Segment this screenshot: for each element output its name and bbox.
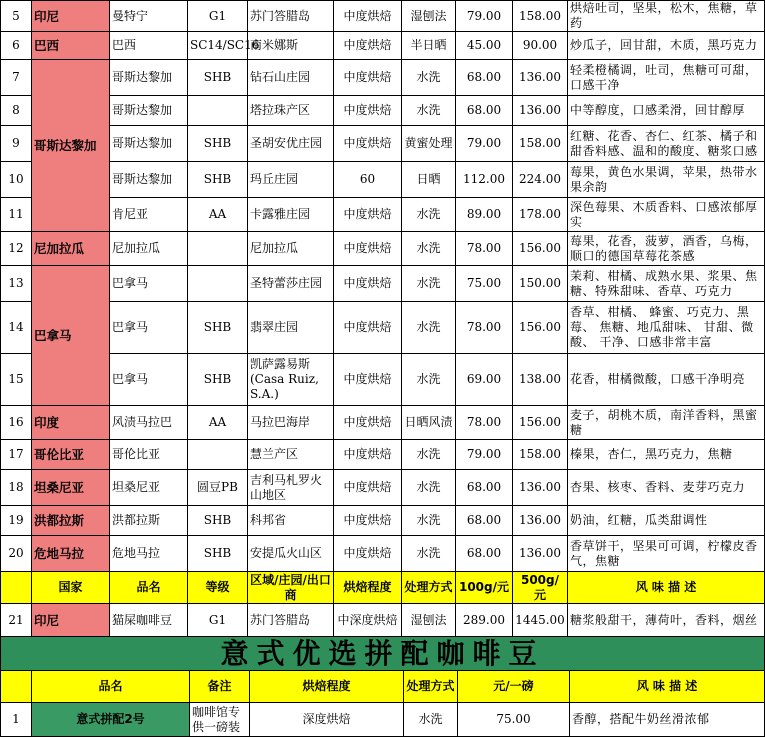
process-method: 水洗	[402, 506, 456, 536]
table-row	[1, 604, 765, 638]
header-process: 处理方式	[404, 671, 458, 703]
roast-level: 中度烘焙	[334, 506, 402, 536]
grade: SHB	[188, 506, 248, 536]
price-100g: 68.00	[456, 506, 513, 536]
country: 印度	[32, 406, 110, 440]
italian-blend-table	[0, 636, 765, 737]
country: 哥伦比亚	[32, 440, 110, 470]
italian-row-price: 75.00	[458, 703, 570, 737]
header-price-500g: 500g/元	[513, 572, 568, 604]
grade	[188, 266, 248, 302]
process-method: 半日晒	[402, 32, 456, 60]
price-100g: 112.00	[456, 162, 513, 198]
region: 苏门答腊岛	[248, 604, 334, 638]
table-row	[1, 470, 765, 506]
price-100g: 78.00	[456, 302, 513, 354]
roast-level: 中度烘焙	[334, 1, 402, 32]
price-100g: 69.00	[456, 354, 513, 406]
bean-name: 猫屎咖啡豆	[110, 604, 188, 638]
table-row	[1, 354, 765, 406]
flavor-notes: 茉莉、柑橘、成熟水果、浆果、焦糖、特殊甜味、香草、巧克力	[568, 266, 765, 302]
italian-section-title: 意式优选拼配咖啡豆	[1, 637, 765, 671]
bean-name: 洪都拉斯	[110, 506, 188, 536]
table-row	[1, 198, 765, 232]
region: 南米娜斯	[248, 32, 334, 60]
price-100g: 79.00	[456, 126, 513, 162]
roast-level: 中度烘焙	[334, 406, 402, 440]
region: 圣特蕾莎庄园	[248, 266, 334, 302]
row-number: 16	[1, 406, 32, 440]
country: 印尼	[32, 1, 110, 32]
process-method: 水洗	[402, 440, 456, 470]
process-method: 水洗	[402, 354, 456, 406]
row-number: 11	[1, 198, 32, 232]
region: 慧兰产区	[248, 440, 334, 470]
header-country: 国家	[32, 572, 110, 604]
roast-level: 中度烘焙	[334, 126, 402, 162]
table-row	[1, 60, 765, 96]
roast-level: 中深度烘焙	[334, 604, 402, 638]
header-grade: 等级	[188, 572, 248, 604]
row-number: 9	[1, 126, 32, 162]
region: 马拉巴海岸	[248, 406, 334, 440]
header-note: 备注	[190, 671, 250, 703]
price-500g: 158.00	[513, 126, 568, 162]
region: 圣胡安优庄园	[248, 126, 334, 162]
header-name: 品名	[110, 572, 188, 604]
price-500g: 136.00	[513, 96, 568, 126]
price-500g: 158.00	[513, 440, 568, 470]
grade: 圆豆PB	[188, 470, 248, 506]
bean-name: 危地马拉	[110, 536, 188, 572]
bean-name: 哥斯达黎加	[110, 60, 188, 96]
row-number: 17	[1, 440, 32, 470]
region: 科邦省	[248, 506, 334, 536]
price-500g: 136.00	[513, 470, 568, 506]
process-method: 日晒	[402, 162, 456, 198]
grade: G1	[188, 604, 248, 638]
process-method: 黄蜜处理	[402, 126, 456, 162]
price-100g: 68.00	[456, 60, 513, 96]
table-row	[1, 536, 765, 572]
grade	[188, 440, 248, 470]
flavor-notes: 花香，柑橘微酸，口感干净明亮	[568, 354, 765, 406]
row-number: 6	[1, 32, 32, 60]
table-row	[1, 126, 765, 162]
flavor-notes: 糖浆般甜干，薄荷叶，香料，烟丝	[568, 604, 765, 638]
header-flavor: 风 味 描 述	[568, 572, 765, 604]
country: 危地马拉	[32, 536, 110, 572]
row-number: 19	[1, 506, 32, 536]
grade: AA	[188, 198, 248, 232]
region: 钻石山庄园	[248, 60, 334, 96]
flavor-notes: 烘焙吐司，坚果，松木，焦糖，草药	[568, 1, 765, 32]
header-no	[1, 572, 32, 604]
roast-level: 60	[334, 162, 402, 198]
bean-name: 哥伦比亚	[110, 440, 188, 470]
price-500g: 158.00	[513, 1, 568, 32]
flavor-notes: 香草、柑橘、 蜂蜜、巧克力、黑莓、 焦糖、地瓜甜味、 甘甜、微酸、 干净、口感非常丰富	[568, 302, 765, 354]
price-500g: 150.00	[513, 266, 568, 302]
price-500g: 178.00	[513, 198, 568, 232]
header-name: 品名	[32, 671, 190, 703]
process-method: 水洗	[402, 266, 456, 302]
row-number: 12	[1, 232, 32, 266]
roast-level: 中度烘焙	[334, 96, 402, 126]
flavor-notes: 奶油，红糖，瓜类甜调性	[568, 506, 765, 536]
column-header-row	[1, 572, 765, 604]
process-method: 湿刨法	[402, 1, 456, 32]
price-500g: 138.00	[513, 354, 568, 406]
process-method: 水洗	[402, 232, 456, 266]
grade: AA	[188, 406, 248, 440]
bean-name: 肯尼亚	[110, 198, 188, 232]
price-500g: 156.00	[513, 232, 568, 266]
price-100g: 78.00	[456, 232, 513, 266]
process-method: 日晒风渍	[402, 406, 456, 440]
region: 吉利马札罗火山地区	[248, 470, 334, 506]
italian-title-band	[1, 637, 765, 671]
bean-name: 尼加拉瓜	[110, 232, 188, 266]
price-100g: 68.00	[456, 96, 513, 126]
flavor-notes: 深色莓果、木质香料、口感浓郁厚实	[568, 198, 765, 232]
region: 安提瓜火山区	[248, 536, 334, 572]
flavor-notes: 麦子，胡桃木质，南洋香料，黑蜜糖	[568, 406, 765, 440]
price-100g: 68.00	[456, 470, 513, 506]
country-group: 巴拿马	[32, 266, 110, 406]
table-row	[1, 1, 765, 32]
italian-row-process: 水洗	[404, 703, 458, 737]
grade	[188, 232, 248, 266]
header-no	[1, 671, 32, 703]
flavor-notes: 中等醇度，口感柔滑，回甘醇厚	[568, 96, 765, 126]
process-method: 水洗	[402, 470, 456, 506]
region: 卡露雅庄园	[248, 198, 334, 232]
country: 印尼	[32, 604, 110, 638]
header-region: 区域/庄园/出口商	[248, 572, 334, 604]
country: 坦桑尼亚	[32, 470, 110, 506]
price-100g: 78.00	[456, 406, 513, 440]
roast-level: 中度烘焙	[334, 198, 402, 232]
bean-name: 坦桑尼亚	[110, 470, 188, 506]
process-method: 湿刨法	[402, 604, 456, 638]
process-method: 水洗	[402, 302, 456, 354]
price-500g: 90.00	[513, 32, 568, 60]
header-roast: 烘焙程度	[250, 671, 404, 703]
price-500g: 136.00	[513, 536, 568, 572]
row-number: 14	[1, 302, 32, 354]
process-method: 水洗	[402, 96, 456, 126]
price-500g: 156.00	[513, 406, 568, 440]
grade: SHB	[188, 354, 248, 406]
table-row	[1, 406, 765, 440]
bean-name: 风渍马拉巴	[110, 406, 188, 440]
roast-level: 中度烘焙	[334, 266, 402, 302]
roast-level: 中度烘焙	[334, 536, 402, 572]
price-500g: 136.00	[513, 506, 568, 536]
italian-header-row	[1, 671, 765, 703]
row-number: 21	[1, 604, 32, 638]
region: 凯萨露易斯(Casa Ruiz, S.A.)	[248, 354, 334, 406]
region: 苏门答腊岛	[248, 1, 334, 32]
bean-name: 哥斯达黎加	[110, 96, 188, 126]
price-100g: 89.00	[456, 198, 513, 232]
table-row	[1, 32, 765, 60]
flavor-notes: 红糖、花香、杏仁、红茶、橘子和甜香料感、温和的酸度、糖浆口感	[568, 126, 765, 162]
row-number: 15	[1, 354, 32, 406]
table-row	[1, 232, 765, 266]
row-number: 5	[1, 1, 32, 32]
bean-name: 巴拿马	[110, 266, 188, 302]
italian-row-flavor: 香醇，搭配牛奶丝滑浓郁	[570, 703, 765, 737]
table-row	[1, 506, 765, 536]
process-method: 水洗	[402, 198, 456, 232]
roast-level: 中度烘焙	[334, 302, 402, 354]
grade: SHB	[188, 126, 248, 162]
flavor-notes: 榛果，杏仁，黑巧克力，焦糖	[568, 440, 765, 470]
flavor-notes: 香草饼干，坚果可可调，柠檬皮香气，焦糖	[568, 536, 765, 572]
bean-name: 哥斯达黎加	[110, 126, 188, 162]
region: 塔拉珠产区	[248, 96, 334, 126]
italian-row	[1, 703, 765, 737]
price-100g: 45.00	[456, 32, 513, 60]
roast-level: 中度烘焙	[334, 440, 402, 470]
grade: SHB	[188, 302, 248, 354]
header-roast: 烘焙程度	[334, 572, 402, 604]
grade: SC14/SC16	[188, 32, 248, 60]
table-row	[1, 162, 765, 198]
roast-level: 中度烘焙	[334, 232, 402, 266]
price-500g: 156.00	[513, 302, 568, 354]
roast-level: 中度烘焙	[334, 60, 402, 96]
bean-name: 曼特宁	[110, 1, 188, 32]
header-price: 元/一磅	[458, 671, 570, 703]
region: 翡翠庄园	[248, 302, 334, 354]
table-row	[1, 302, 765, 354]
flavor-notes: 轻柔橙橘调，吐司，焦糖可可甜，口感干净	[568, 60, 765, 96]
table-row	[1, 96, 765, 126]
price-100g: 79.00	[456, 1, 513, 32]
table-row	[1, 440, 765, 470]
header-flavor: 风 味 描 述	[570, 671, 765, 703]
italian-row-note: 咖啡馆专供一磅装	[190, 703, 250, 737]
header-price-100g: 100g/元	[456, 572, 513, 604]
row-number: 8	[1, 96, 32, 126]
italian-row-no: 1	[1, 703, 32, 737]
process-method: 水洗	[402, 60, 456, 96]
flavor-notes: 莓果，黄色水果调，苹果，热带水果余韵	[568, 162, 765, 198]
italian-row-roast: 深度烘焙	[250, 703, 404, 737]
country: 洪都拉斯	[32, 506, 110, 536]
bean-name: 巴拿马	[110, 354, 188, 406]
bean-name: 巴西	[110, 32, 188, 60]
price-100g: 289.00	[456, 604, 513, 638]
region: 玛丘庄园	[248, 162, 334, 198]
header-process: 处理方式	[402, 572, 456, 604]
price-100g: 79.00	[456, 440, 513, 470]
roast-level: 中度烘焙	[334, 32, 402, 60]
grade: SHB	[188, 162, 248, 198]
region: 尼加拉瓜	[248, 232, 334, 266]
grade: G1	[188, 1, 248, 32]
row-number: 20	[1, 536, 32, 572]
roast-level: 中度烘焙	[334, 354, 402, 406]
country: 巴西	[32, 32, 110, 60]
flavor-notes: 炒瓜子，回甘甜，木质，黑巧克力	[568, 32, 765, 60]
grade: SHB	[188, 60, 248, 96]
process-method: 水洗	[402, 536, 456, 572]
grade: SHB	[188, 536, 248, 572]
price-500g: 136.00	[513, 60, 568, 96]
bean-name: 哥斯达黎加	[110, 162, 188, 198]
price-100g: 75.00	[456, 266, 513, 302]
country: 尼加拉瓜	[32, 232, 110, 266]
country-group: 哥斯达黎加	[32, 60, 110, 232]
grade	[188, 96, 248, 126]
roast-level: 中度烘焙	[334, 470, 402, 506]
price-100g: 68.00	[456, 536, 513, 572]
row-number: 10	[1, 162, 32, 198]
row-number: 13	[1, 266, 32, 302]
flavor-notes: 杏果、核枣、香料、麦芽巧克力	[568, 470, 765, 506]
price-500g: 224.00	[513, 162, 568, 198]
row-number: 18	[1, 470, 32, 506]
flavor-notes: 莓果，花香，菠萝，酒香，乌梅，顺口的德国草莓花茶感	[568, 232, 765, 266]
italian-row-name: 意式拼配2号	[32, 703, 190, 737]
price-500g: 1445.00	[513, 604, 568, 638]
bean-name: 巴拿马	[110, 302, 188, 354]
table-row	[1, 266, 765, 302]
row-number: 7	[1, 60, 32, 96]
